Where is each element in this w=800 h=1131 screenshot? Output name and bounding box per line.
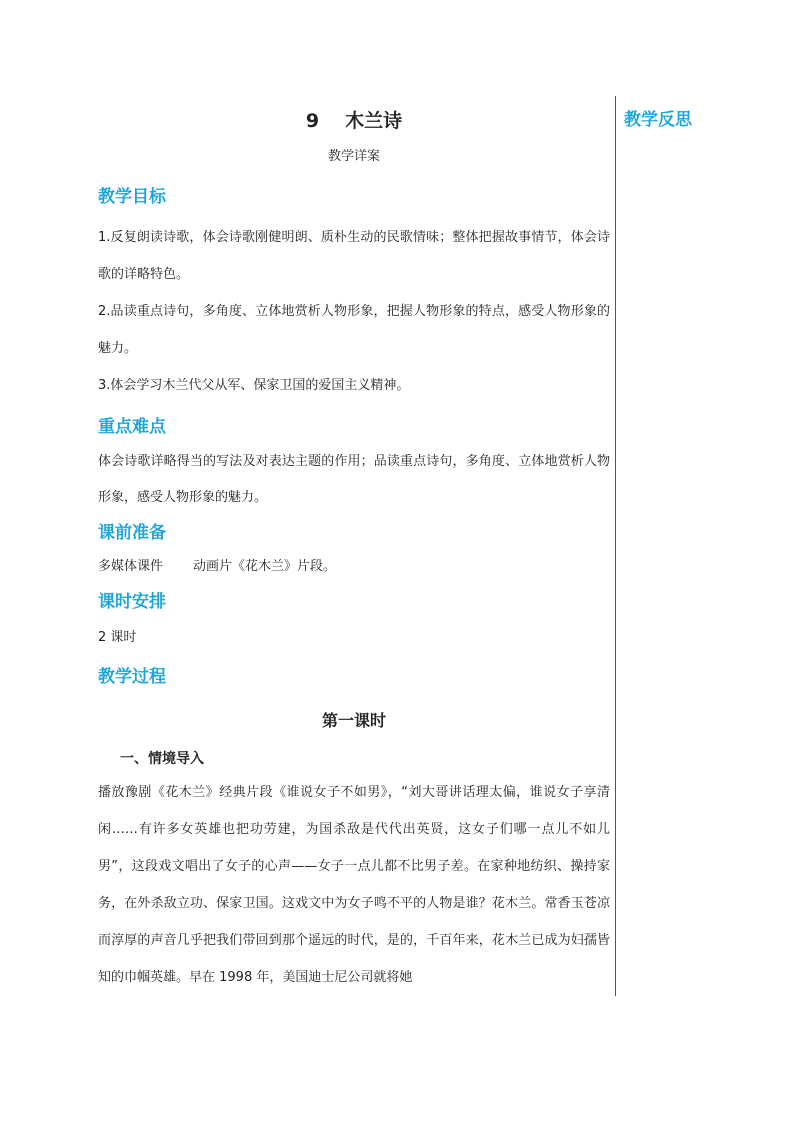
key-points-text: 体会诗歌详略得当的写法及对表达主题的作用；品读重点诗句，多角度、立体地赏析人物形象，感受人物形象的魅力。: [98, 454, 610, 505]
lesson-name: 木兰诗: [345, 110, 403, 132]
lesson-period-title: 第一课时: [321, 711, 386, 730]
key-points-heading: 重点难点: [98, 417, 166, 437]
process-heading: 教学过程: [98, 667, 166, 687]
schedule-heading: 课时安排: [98, 592, 166, 612]
page-subtitle: 教学详案: [327, 149, 380, 164]
objective-item-1: 1.反复朗读诗歌，体会诗歌刚健明朗、质朴生动的民歌情味；整体把握故事情节，体会诗歌的详略特色。: [98, 230, 610, 282]
reflection-column-title: 教学反思: [624, 110, 692, 130]
objectives-list: [98, 219, 610, 404]
lesson-plan-body: [98, 96, 610, 996]
page-title: [98, 106, 610, 136]
lesson-number: 9: [305, 110, 320, 132]
schedule-text: 2 课时: [98, 630, 137, 645]
step-heading: 一、情境导入: [120, 751, 204, 767]
preparation-item-2: 动画片《花木兰》片段。: [193, 559, 337, 574]
objective-item-2: 2.品读重点诗句，多角度、立体地赏析人物形象，把握人物形象的特点，感受人物形象的魅力。: [98, 304, 610, 356]
margin-divider-line: [615, 96, 616, 996]
preparation-heading: 课前准备: [98, 523, 166, 543]
preparation-text: [98, 548, 610, 585]
objectives-heading: 教学目标: [98, 187, 166, 207]
intro-paragraph: 播放豫剧《花木兰》经典片段《谁说女子不如男》，“刘大哥讲话理太偏，谁说女子享清闲……有许多女英雄也把功劳建，为国杀敌是代代出英贤，这女子们哪一点儿不如儿男”，这段戏文唱出了女子的心声——女子一点儿都不比男子差。在家种地纺织、操持家务，在外杀敌立功、保家卫国。这戏文中为女子鸣不平的人物是谁？花木兰。常香玉苍凉而淳厚的声音几乎把我们带回到那个遥远的时代，是的，千百年来，花木兰已成为妇孺皆知的巾帼英雄。早在 1998 年，美国迪士尼公司就将她: [98, 785, 610, 985]
objective-item-3: 3.体会学习木兰代父从军、保家卫国的爱国主义精神。: [98, 378, 410, 393]
preparation-item-1: 多媒体课件: [98, 559, 164, 574]
